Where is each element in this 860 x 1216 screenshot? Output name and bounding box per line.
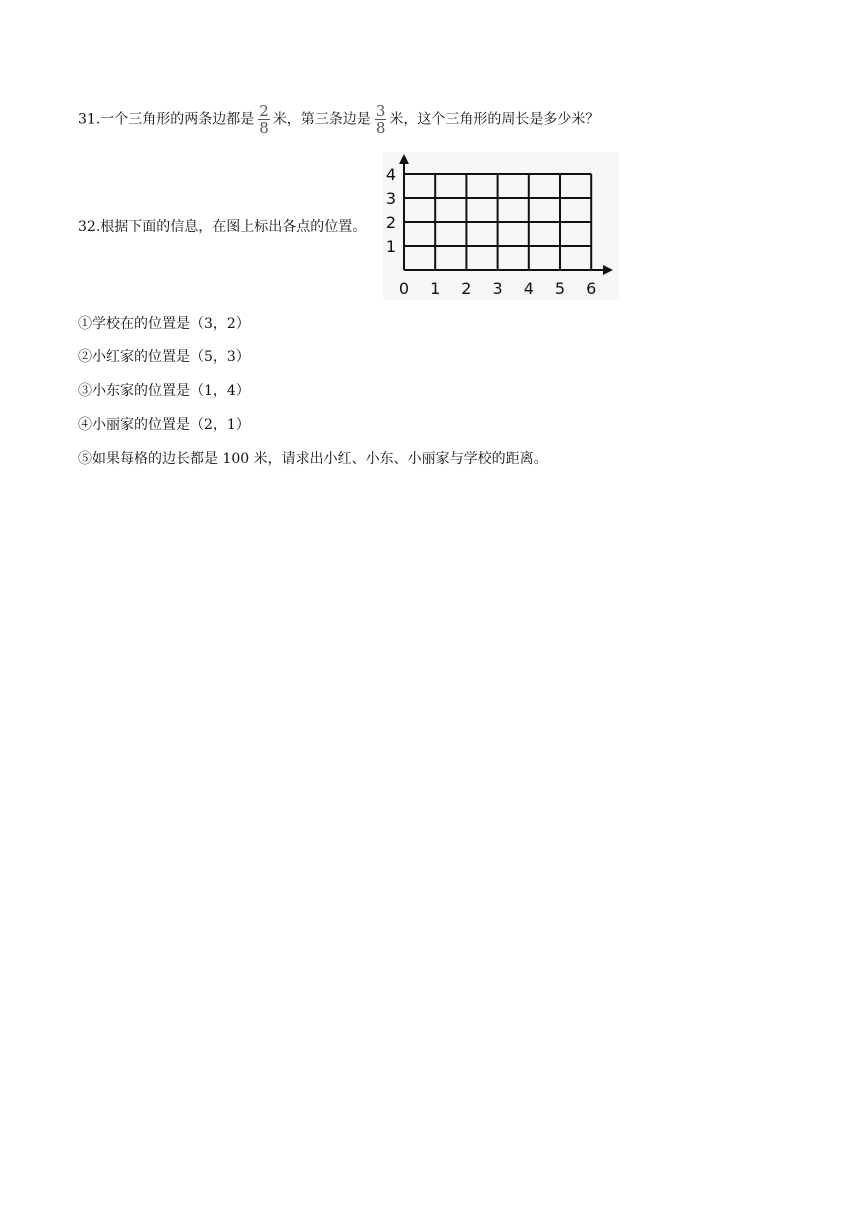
q31-text-part1: 31.一个三角形的两条边都是 (78, 111, 255, 128)
x-tick-label: 1 (430, 279, 441, 298)
statement-school (78, 315, 250, 333)
fraction-denominator: 8 (259, 119, 269, 137)
statement-text: ①学校在的位置是（3，2） (78, 316, 250, 332)
statement-distance-question (78, 450, 548, 468)
fraction-3-8 (375, 104, 387, 135)
fraction-numerator: 2 (259, 102, 269, 120)
x-tick-label: 6 (586, 279, 597, 298)
y-tick-label: 3 (385, 189, 397, 208)
statement-xiaohong (78, 348, 250, 366)
statement-xiaodong (78, 382, 250, 400)
statement-text: ④小丽家的位置是（2，1） (78, 417, 250, 433)
x-tick-label: 2 (461, 279, 472, 298)
y-tick-label: 4 (385, 165, 397, 184)
q32-text: 32.根据下面的信息，在图上标出各点的位置。 (78, 219, 367, 235)
y-tick-label: 1 (385, 237, 397, 256)
statement-text: ②小红家的位置是（5，3） (78, 349, 250, 365)
statement-xiaoli (78, 416, 250, 434)
fraction-numerator: 3 (375, 102, 386, 120)
fraction-denominator: 8 (375, 119, 386, 137)
x-tick-label: 5 (554, 279, 566, 298)
coordinate-grid-figure (383, 152, 619, 300)
q31-text-part3: 米，这个三角形的周长是多少米？ (389, 111, 600, 128)
fraction-2-8 (258, 104, 270, 135)
y-tick-label: 2 (385, 213, 397, 232)
x-tick-label: 4 (523, 279, 534, 298)
q31-text-part2: 米，第三条边是 (272, 111, 371, 128)
question-32 (78, 218, 366, 236)
x-tick-label: 0 (398, 279, 410, 298)
statement-text: ⑤如果每格的边长都是 100 米，请求出小红、小东、小丽家与学校的距离。 (78, 451, 548, 467)
statement-text: ③小东家的位置是（1，4） (78, 383, 250, 399)
x-tick-label: 3 (492, 279, 503, 298)
question-31 (78, 104, 599, 135)
